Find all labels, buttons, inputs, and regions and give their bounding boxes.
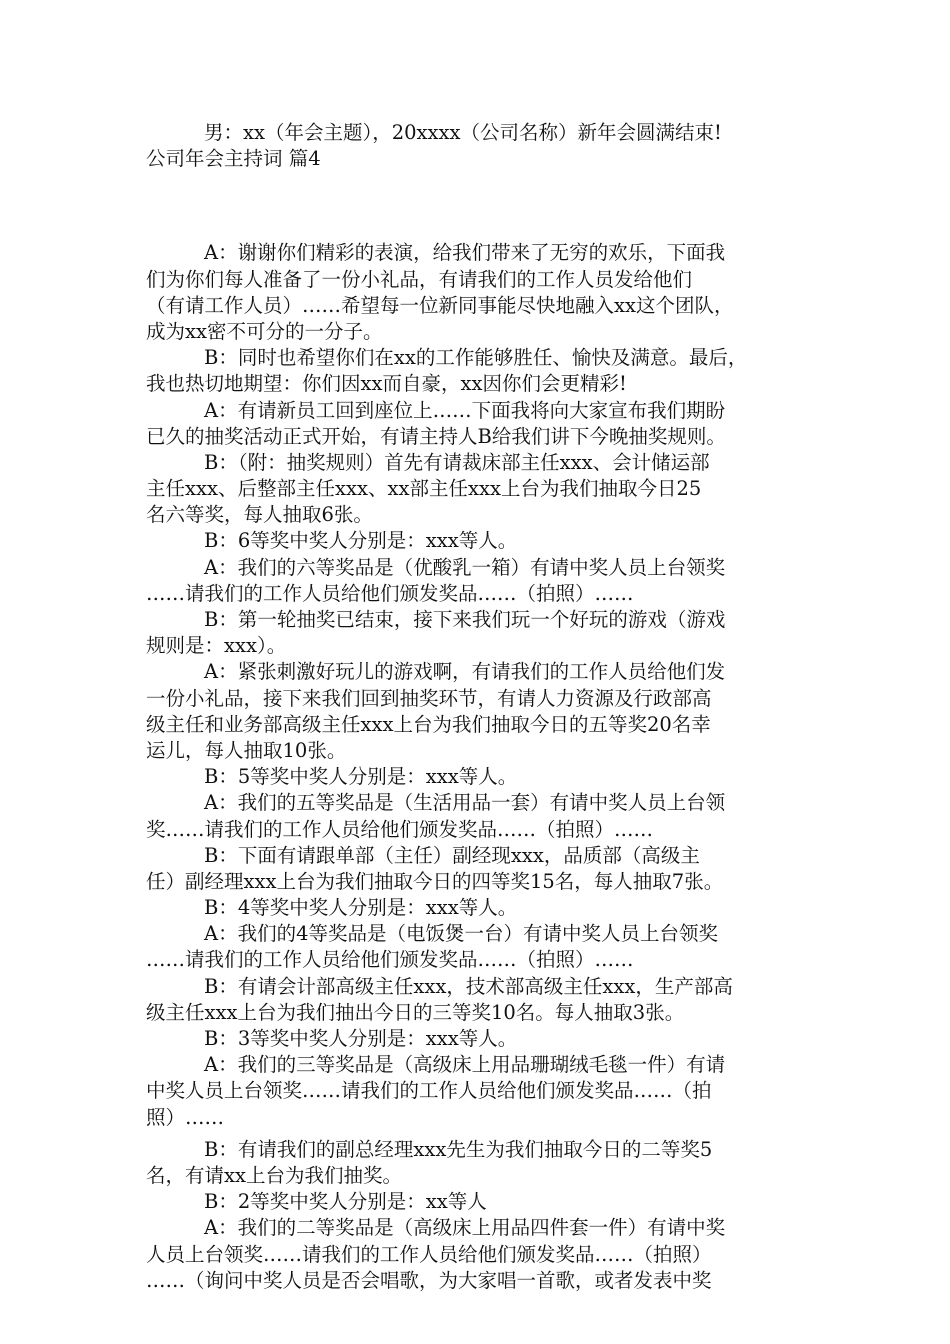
paragraph-line: B：有请会计部高级主任xxx，技术部高级主任xxx，生产部高: [204, 974, 733, 998]
paragraph-line: 级主任xxx上台为我们抽出今日的三等奖10名。每人抽取3张。: [146, 1000, 685, 1024]
paragraph-line: B：下面有请跟单部（主任）副经现xxx，品质部（高级主: [204, 843, 700, 867]
paragraph-line: 我也热切地期望：你们因xx而自豪，xx因你们会更精彩!: [146, 372, 627, 396]
paragraph-line: B：第一轮抽奖已结束，接下来我们玩一个好玩的游戏（游戏: [204, 608, 726, 631]
paragraph-line: B：有请我们的副总经理xxx先生为我们抽取今日的二等奖5: [204, 1137, 713, 1161]
paragraph-line: A：谢谢你们精彩的表演，给我们带来了无穷的欢乐，下面我: [204, 241, 726, 265]
paragraph-line: A：我们的4等奖品是（电饭煲一台）有请中奖人员上台领奖: [204, 922, 718, 946]
paragraph-line: 名六等奖，每人抽取6张。: [146, 503, 373, 527]
paragraph-line: 级主任和业务部高级主任xxx上台为我们抽取今日的五等奖20名幸: [146, 712, 711, 736]
paragraph-line: 已久的抽奖活动正式开始，有请主持人B给我们讲下今晚抽奖规则。: [146, 424, 726, 448]
paragraph-line: B：6等奖中奖人分别是：xxx等人。: [204, 529, 518, 553]
paragraph-line: A：我们的三等奖品是（高级床上用品珊瑚绒毛毯一件）有请: [204, 1053, 726, 1077]
paragraph-line: ……请我们的工作人员给他们颁发奖品……（拍照）……: [146, 948, 634, 972]
paragraph-line: B：5等奖中奖人分别是：xxx等人。: [204, 765, 518, 789]
paragraph-line: ……（询问中奖人员是否会唱歌，为大家唱一首歌，或者发表中奖: [146, 1268, 712, 1292]
paragraph-line: 任）副经理xxx上台为我们抽取今日的四等奖15名，每人抽取7张。: [146, 869, 724, 893]
paragraph-line: A：我们的五等奖品是（生活用品一套）有请中奖人员上台领: [204, 791, 726, 815]
paragraph-line: 成为xx密不可分的一分子。: [146, 319, 383, 343]
paragraph-line: B：（附：抽奖规则）首先有请裁床部主任xxx、会计储运部: [204, 450, 710, 474]
closing-line: 男：xx（年会主题），20xxxx（公司名称）新年会圆满结束!: [204, 121, 722, 144]
section-title: 公司年会主持词 篇4: [146, 147, 321, 171]
paragraph-line: 奖……请我们的工作人员给他们颁发奖品……（拍照）……: [146, 817, 654, 841]
paragraph-line: 主任xxx、后整部主任xxx、xx部主任xxx上台为我们抽取今日25: [146, 477, 702, 501]
paragraph-line: A：有请新员工回到座位上……下面我将向大家宣布我们期盼: [204, 398, 726, 422]
paragraph-line: 们为你们每人准备了一份小礼品，有请我们的工作人员发给他们: [146, 267, 693, 291]
paragraph-line: 一份小礼品，接下来我们回到抽奖环节，有请人力资源及行政部高: [146, 686, 712, 710]
paragraph-line: 照）……: [146, 1105, 225, 1129]
paragraph-line: A：紧张刺激好玩儿的游戏啊，有请我们的工作人员给他们发: [204, 660, 726, 684]
paragraph-line: A：我们的二等奖品是（高级床上用品四件套一件）有请中奖: [204, 1216, 726, 1240]
paragraph-line: 规则是：xxx）。: [146, 634, 287, 658]
document-page: [146, 120, 811, 1294]
paragraph-line: B：4等奖中奖人分别是：xxx等人。: [204, 896, 518, 920]
paragraph-line: 名，有请xx上台为我们抽奖。: [146, 1163, 402, 1187]
paragraph-line: 中奖人员上台领奖……请我们的工作人员给他们颁发奖品……（拍: [146, 1079, 712, 1103]
paragraph-line: B：2等奖中奖人分别是：xx等人: [204, 1190, 487, 1214]
paragraph-line: 运儿，每人抽取10张。: [146, 738, 347, 762]
paragraph-line: B：同时也希望你们在xx的工作能够胜任、愉快及满意。最后，: [204, 346, 748, 370]
paragraph-line: ……请我们的工作人员给他们颁发奖品……（拍照）……: [146, 581, 634, 605]
paragraph-line: B：3等奖中奖人分别是：xxx等人。: [204, 1027, 518, 1050]
paragraph-line: 人员上台领奖……请我们的工作人员给他们颁发奖品……（拍照）: [146, 1242, 712, 1266]
paragraph-line: A：我们的六等奖品是（优酸乳一箱）有请中奖人员上台领奖: [204, 555, 726, 579]
paragraph-line: （有请工作人员）……希望每一位新同事能尽快地融入xx这个团队，: [146, 293, 734, 317]
